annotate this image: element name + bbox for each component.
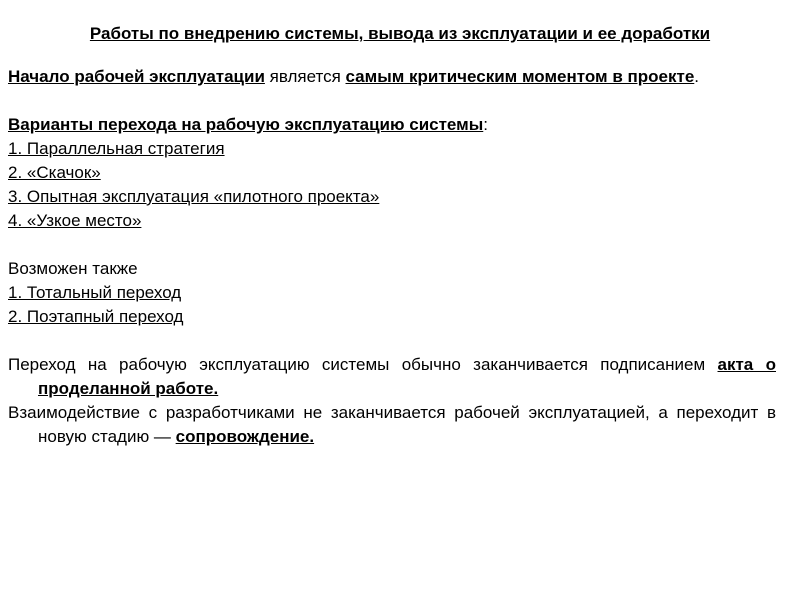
completion-paragraph [8, 353, 776, 401]
list-item [8, 137, 776, 161]
list-item [8, 281, 776, 305]
also-heading: Возможен также [8, 259, 138, 278]
list-item [8, 305, 776, 329]
variants-list [8, 137, 776, 233]
variant-item-3: 3. Опытная эксплуатация «пилотного проекта» [8, 187, 380, 206]
spacer [8, 329, 776, 353]
variant-item-4: 4. «Узкое место» [8, 211, 142, 230]
list-item [8, 209, 776, 233]
interaction-text: Взаимодействие с разработчиками не заканчивается рабочей эксплуатацией, а переходит в новую стадию — [8, 403, 776, 446]
slide-title: Работы по внедрению системы, вывода из эксплуатации и ее доработки [89, 24, 711, 43]
interaction-emphasis: сопровождение. [175, 427, 315, 446]
also-item-2: 2. Поэтапный переход [8, 307, 184, 326]
intro-end: . [694, 67, 700, 86]
variants-heading: Варианты перехода на рабочую эксплуатацию системы [8, 115, 484, 134]
spacer [8, 233, 776, 257]
variant-item-1: 1. Параллельная стратегия [8, 139, 225, 158]
variants-heading-paragraph [8, 113, 776, 137]
also-item-1: 1. Тотальный переход [8, 283, 182, 302]
completion-emphasis: акта о проделанной работе. [38, 355, 776, 398]
intro-term: Начало рабочей эксплуатации [8, 67, 265, 86]
variant-item-2: 2. «Скачок» [8, 163, 101, 182]
also-list [8, 281, 776, 329]
list-item [8, 185, 776, 209]
list-item [8, 161, 776, 185]
variants-heading-end: : [483, 115, 488, 134]
intro-connector: является [264, 67, 346, 86]
intro-paragraph [8, 65, 776, 89]
slide-content [8, 65, 776, 449]
intro-emphasis: самым критическим моментом в проекте [345, 67, 695, 86]
spacer [8, 89, 776, 113]
interaction-paragraph [8, 401, 776, 449]
completion-text: Переход на рабочую эксплуатацию системы обычно заканчивается подписанием [8, 355, 718, 374]
